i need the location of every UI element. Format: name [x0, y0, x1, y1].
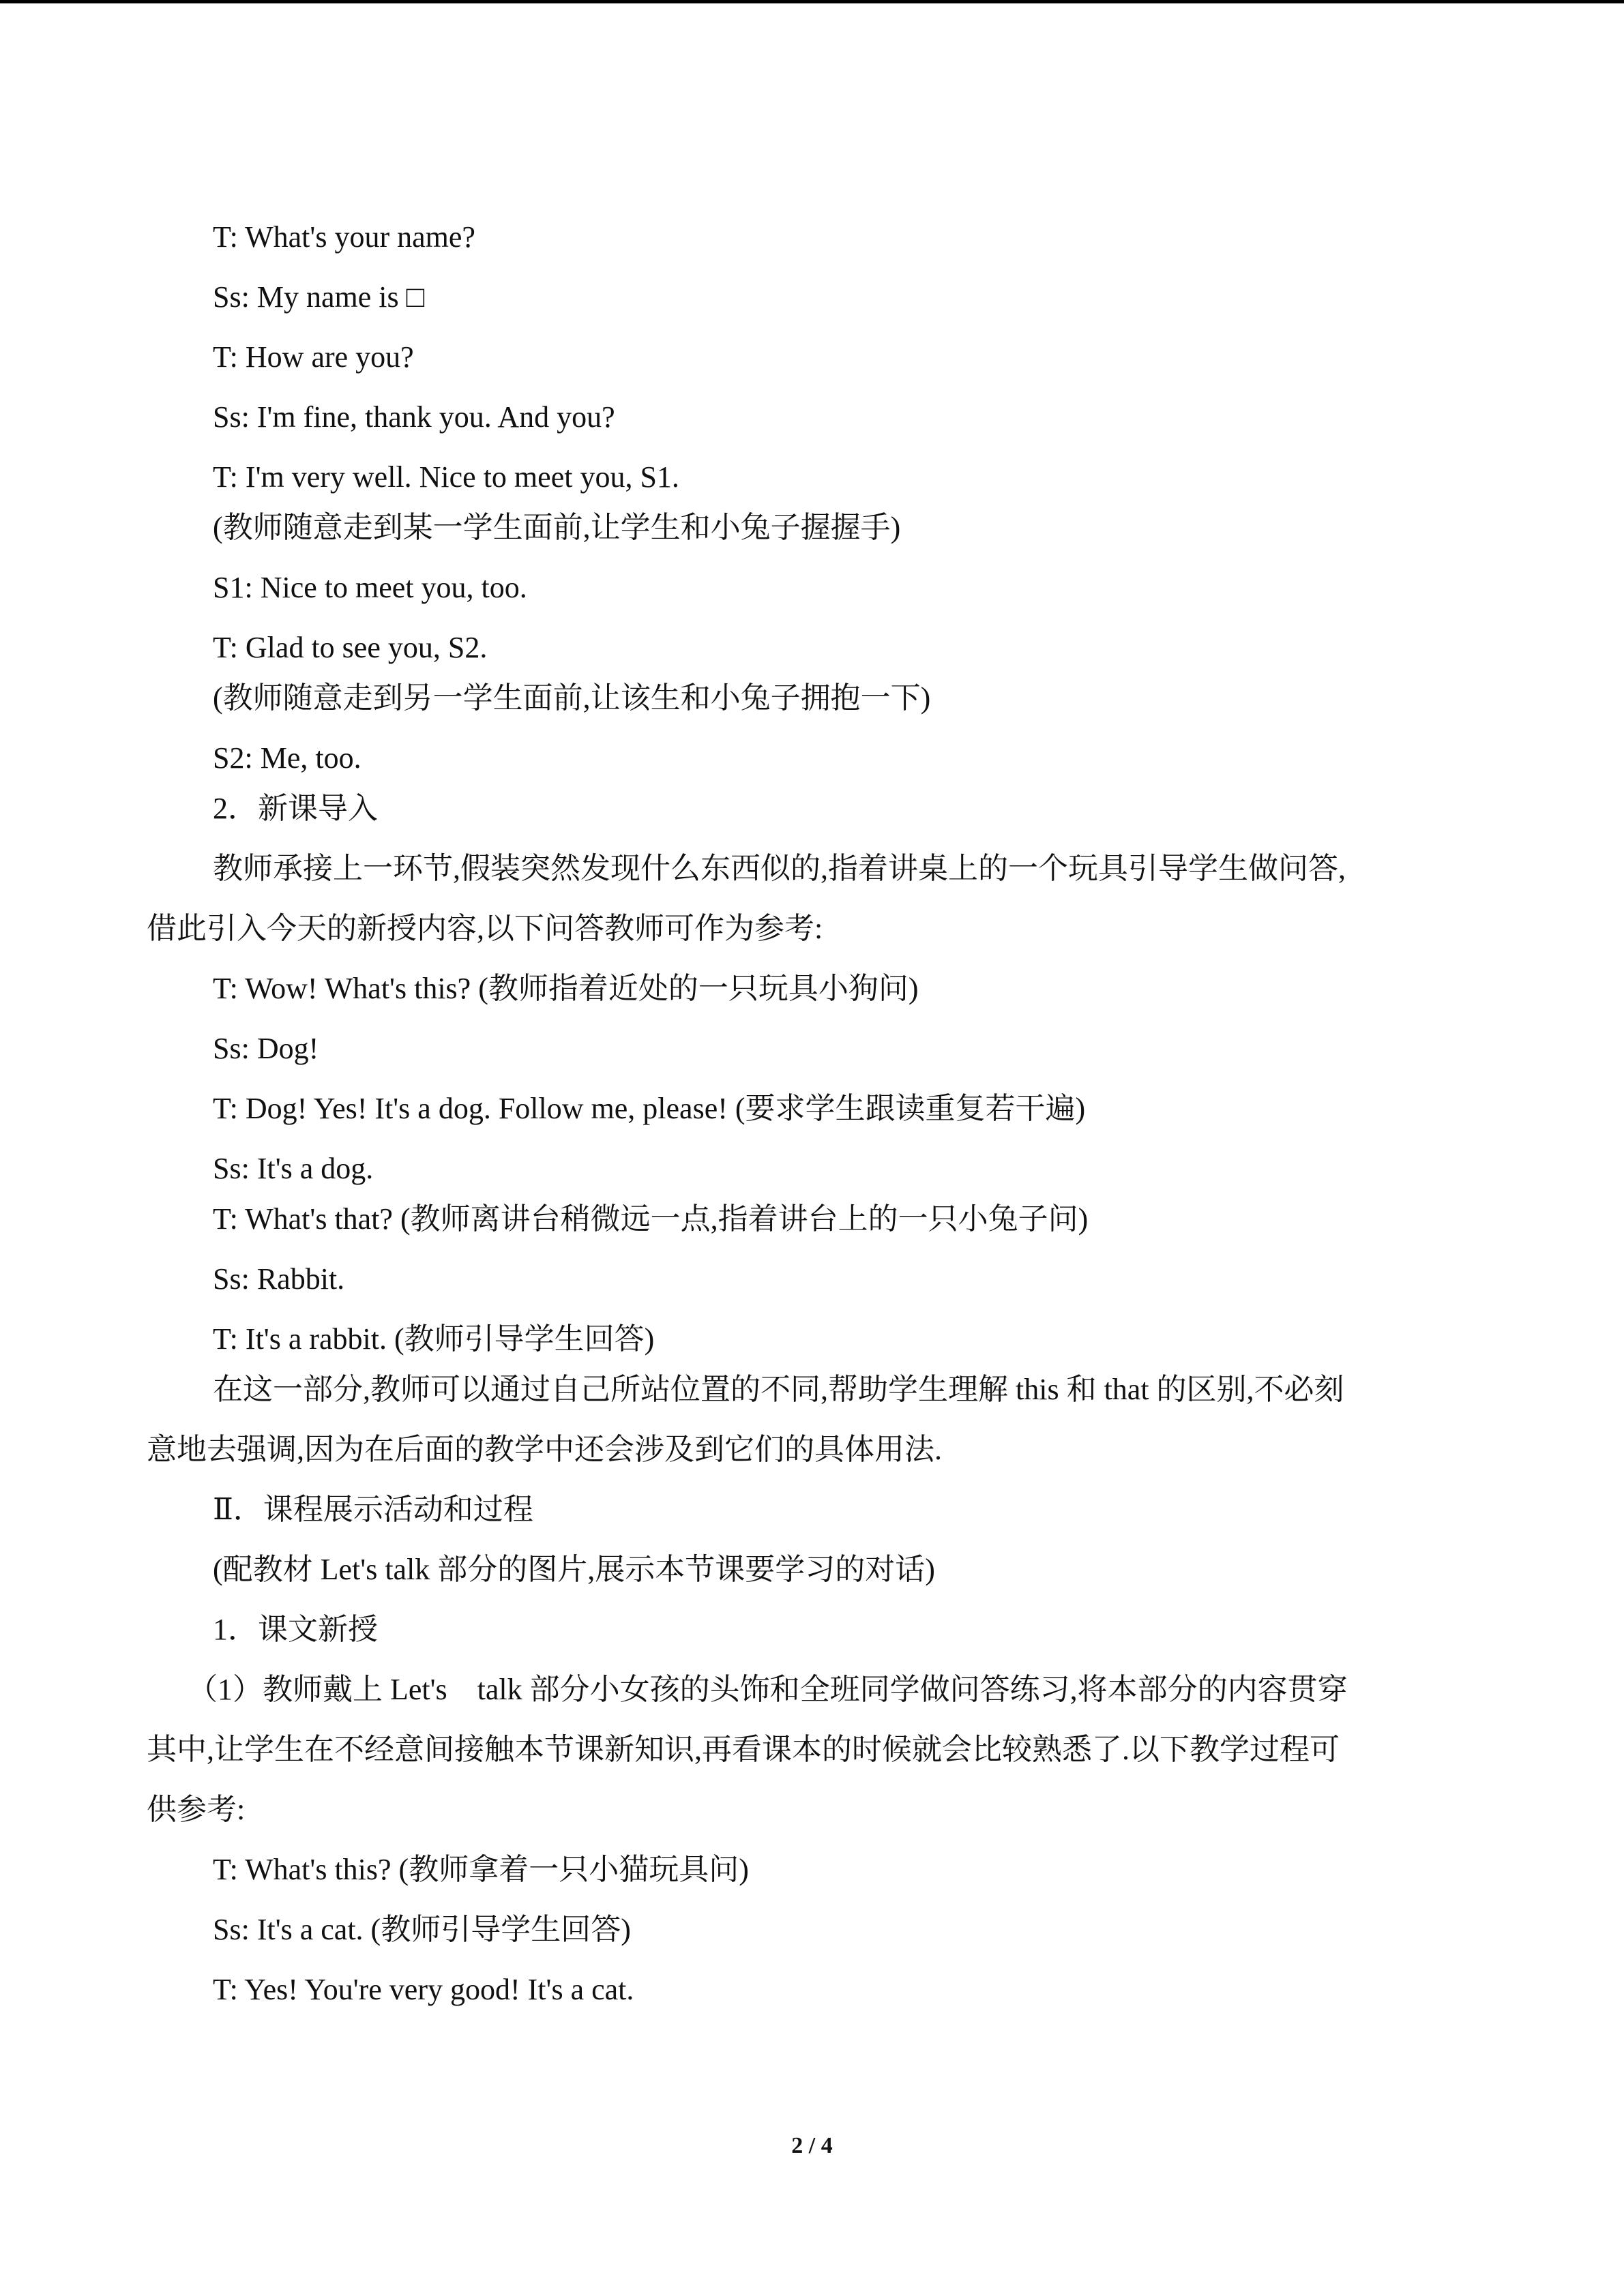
stage-direction: (教师随意走到某一学生面前,让学生和小兔子握握手): [213, 511, 901, 544]
dialogue-line: T: Yes! You're very good! It's a cat.: [213, 1973, 634, 2006]
dialogue-line: Ss: It's a cat. (教师引导学生回答): [213, 1913, 631, 1946]
paragraph-line: 借此引入今天的新授内容,以下问答教师可作为参考:: [147, 912, 823, 945]
dialogue-line: S2: Me, too.: [213, 741, 361, 775]
paragraph-line: 在这一部分,教师可以通过自己所站位置的不同,帮助学生理解 this 和 that 的区别,不必刻: [213, 1373, 1344, 1406]
dialogue-line: T: I'm very well. Nice to meet you, S1.: [213, 460, 679, 494]
dialogue-line: T: What's your name?: [213, 220, 475, 254]
dialogue-line: T: What's that? (教师离讲台稍微远一点,指着讲台上的一只小兔子问): [213, 1202, 1089, 1236]
page-number: 2 / 4: [791, 2133, 833, 2158]
paragraph-line: （1）教师戴上 Let's talk 部分小女孩的头饰和全班同学做问答练习,将本部分的内容贯穿: [188, 1673, 1348, 1706]
dialogue-line: Ss: Rabbit.: [213, 1262, 345, 1296]
dialogue-line: Ss: It's a dog.: [213, 1152, 374, 1185]
dialogue-line: Ss: My name is □: [213, 280, 425, 314]
dialogue-line: S1: Nice to meet you, too.: [213, 571, 527, 604]
paragraph-line: 意地去强调,因为在后面的教学中还会涉及到它们的具体用法.: [147, 1433, 942, 1466]
paragraph-line: 教师承接上一环节,假装突然发现什么东西似的,指着讲桌上的一个玩具引导学生做问答,: [213, 852, 1346, 885]
dialogue-line: T: Dog! Yes! It's a dog. Follow me, please! (要求学生跟读重复若干遍): [213, 1092, 1086, 1125]
subsection-heading: 1．课文新授: [213, 1613, 378, 1646]
dialogue-line: Ss: I'm fine, thank you. And you?: [213, 400, 615, 434]
document-body: [147, 217, 1483, 2010]
top-border: [0, 0, 1624, 3]
paragraph-line: 其中,让学生在不经意间接触本节课新知识,再看课本的时候就会比较熟悉了.以下教学过程可: [147, 1733, 1340, 1766]
dialogue-line: T: Glad to see you, S2.: [213, 631, 488, 664]
section-heading: Ⅱ．课程展示活动和过程: [213, 1493, 533, 1526]
paragraph-line: 供参考:: [147, 1793, 246, 1826]
dialogue-line: T: What's this? (教师拿着一只小猫玩具问): [213, 1853, 749, 1886]
section-heading: 2．新课导入: [213, 792, 378, 825]
dialogue-line: T: Wow! What's this? (教师指着近处的一只玩具小狗问): [213, 972, 919, 1005]
dialogue-line: T: How are you?: [213, 340, 414, 374]
stage-direction: (配教材 Let's talk 部分的图片,展示本节课要学习的对话): [213, 1553, 935, 1586]
dialogue-line: T: It's a rabbit. (教师引导学生回答): [213, 1322, 655, 1356]
dialogue-line: Ss: Dog!: [213, 1032, 319, 1065]
stage-direction: (教师随意走到另一学生面前,让该生和小兔子拥抱一下): [213, 681, 931, 715]
